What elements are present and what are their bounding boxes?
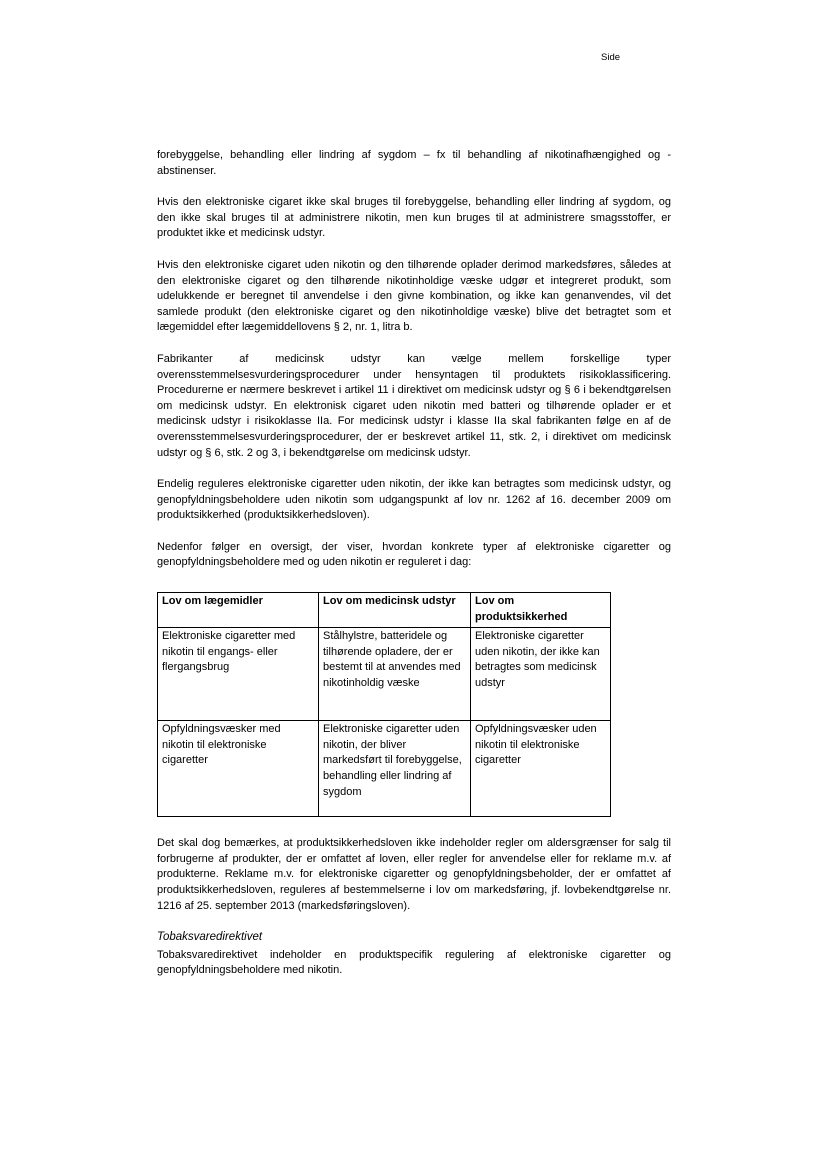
section-heading: Tobaksvaredirektivet xyxy=(157,931,263,944)
table-cell: Stålhylstre, batteridele og tilhørende opladere, der er bestemt til at anvendes med nikotinholdig væske xyxy=(319,628,471,721)
paragraph: Endelig reguleres elektroniske cigaretter uden nikotin, der ikke kan betragtes som medicinsk udstyr, og genopfyldningsbeholdere uden nikotin som udgangspunkt af lov nr. 1262 af 16. december 2009 om produktsikkerhed (produktsikkerhedsloven). xyxy=(157,478,671,522)
table-header-cell: Lov om produktsikkerhed xyxy=(471,593,611,628)
regulation-overview-table xyxy=(157,592,611,817)
table-cell: Elektroniske cigaretter uden nikotin, der ikke kan betragtes som medicinsk udstyr xyxy=(471,628,611,721)
paragraph: Nedenfor følger en oversigt, der viser, hvordan konkrete typer af elektroniske cigaretter og genopfyldningsbeholdere med og uden nikotin er reguleret i dag: xyxy=(157,540,671,569)
table-row xyxy=(158,628,611,721)
paragraph: Hvis den elektroniske cigaret ikke skal bruges til forebyggelse, behandling eller lindring af sygdom, og den ikke skal bruges til at administrere nikotin, men kun bruges til at administrere smagsstoffer, er produktet ikke et medicinsk udstyr. xyxy=(157,196,671,240)
table-cell: Elektroniske cigaretter uden nikotin, der bliver markedsført til forebyggelse, behandling eller lindring af sygdom xyxy=(319,721,471,817)
table-cell: Opfyldningsvæsker uden nikotin til elektroniske cigaretter xyxy=(471,721,611,817)
page-header-label: Side xyxy=(601,52,621,63)
table-header-cell: Lov om medicinsk udstyr xyxy=(319,593,471,628)
paragraph: Det skal dog bemærkes, at produktsikkerhedsloven ikke indeholder regler om aldersgrænser for salg til forbrugerne af produkter, der er omfattet af loven, eller regler for anvendelse eller for reklame m.v. af produkterne. Reklame m.v. for elektroniske cigaretter og genopfyldningsbeholder, der er omfattet af produktsikkerhedsloven, reguleres af bestemmelserne i lov om markedsføring, jf. lovbekendtgørelse nr. 1216 af 25. september 2013 (markedsføringsloven). xyxy=(157,837,671,912)
table-row xyxy=(158,721,611,817)
table-header-row xyxy=(158,593,611,628)
table-cell: Opfyldningsvæsker med nikotin til elektroniske cigaretter xyxy=(158,721,319,817)
paragraph: Fabrikanter af medicinsk udstyr kan vælge mellem forskellige typer overensstemmelsesvurderingsprocedurer under hensyntagen til produktets risikoklassificering. Procedurerne er nærmere beskrevet i artikel 11 i direktivet om medicinsk udstyr og § 6 i bekendtgørelsen om medicinsk udstyr. En elektronisk cigaret uden nikotin med batteri og tilhørende oplader er et medicinsk udstyr i risikoklasse IIa. For medicinsk udstyr i klasse IIa skal fabrikanten følge en af de overensstemmelsesvurderingsprocedurer, der er beskrevet artikel 11, stk. 2, i direktivet om medicinsk udstyr og § 6, stk. 2 og 3, i bekendtgørelse om medicinsk udstyr. xyxy=(157,352,671,459)
document-body xyxy=(157,148,671,979)
paragraph: forebyggelse, behandling eller lindring af sygdom – fx til behandling af nikotinafhængighed og -abstinenser. xyxy=(157,149,671,177)
paragraph: Tobaksvaredirektivet indeholder en produktspecifik regulering af elektroniske cigaretter og genopfyldningsbeholdere med nikotin. xyxy=(157,948,671,977)
table-header-cell: Lov om lægemidler xyxy=(158,593,319,628)
table-cell: Elektroniske cigaretter med nikotin til engangs- eller flergangsbrug xyxy=(158,628,319,721)
paragraph: Hvis den elektroniske cigaret uden nikotin og den tilhørende oplader derimod markedsføres, således at den elektroniske cigaret og den tilhørende nikotinholdige væske udgør et integreret produkt, som udelukkende er beregnet til anvendelse i den givne kombination, og ikke kan genanvendes, vil det samlede produkt (den elektroniske cigaret og den nikotinholdige væske) blive det betragtet som et lægemiddel efter lægemiddellovens § 2, nr. 1, litra b. xyxy=(157,258,671,334)
